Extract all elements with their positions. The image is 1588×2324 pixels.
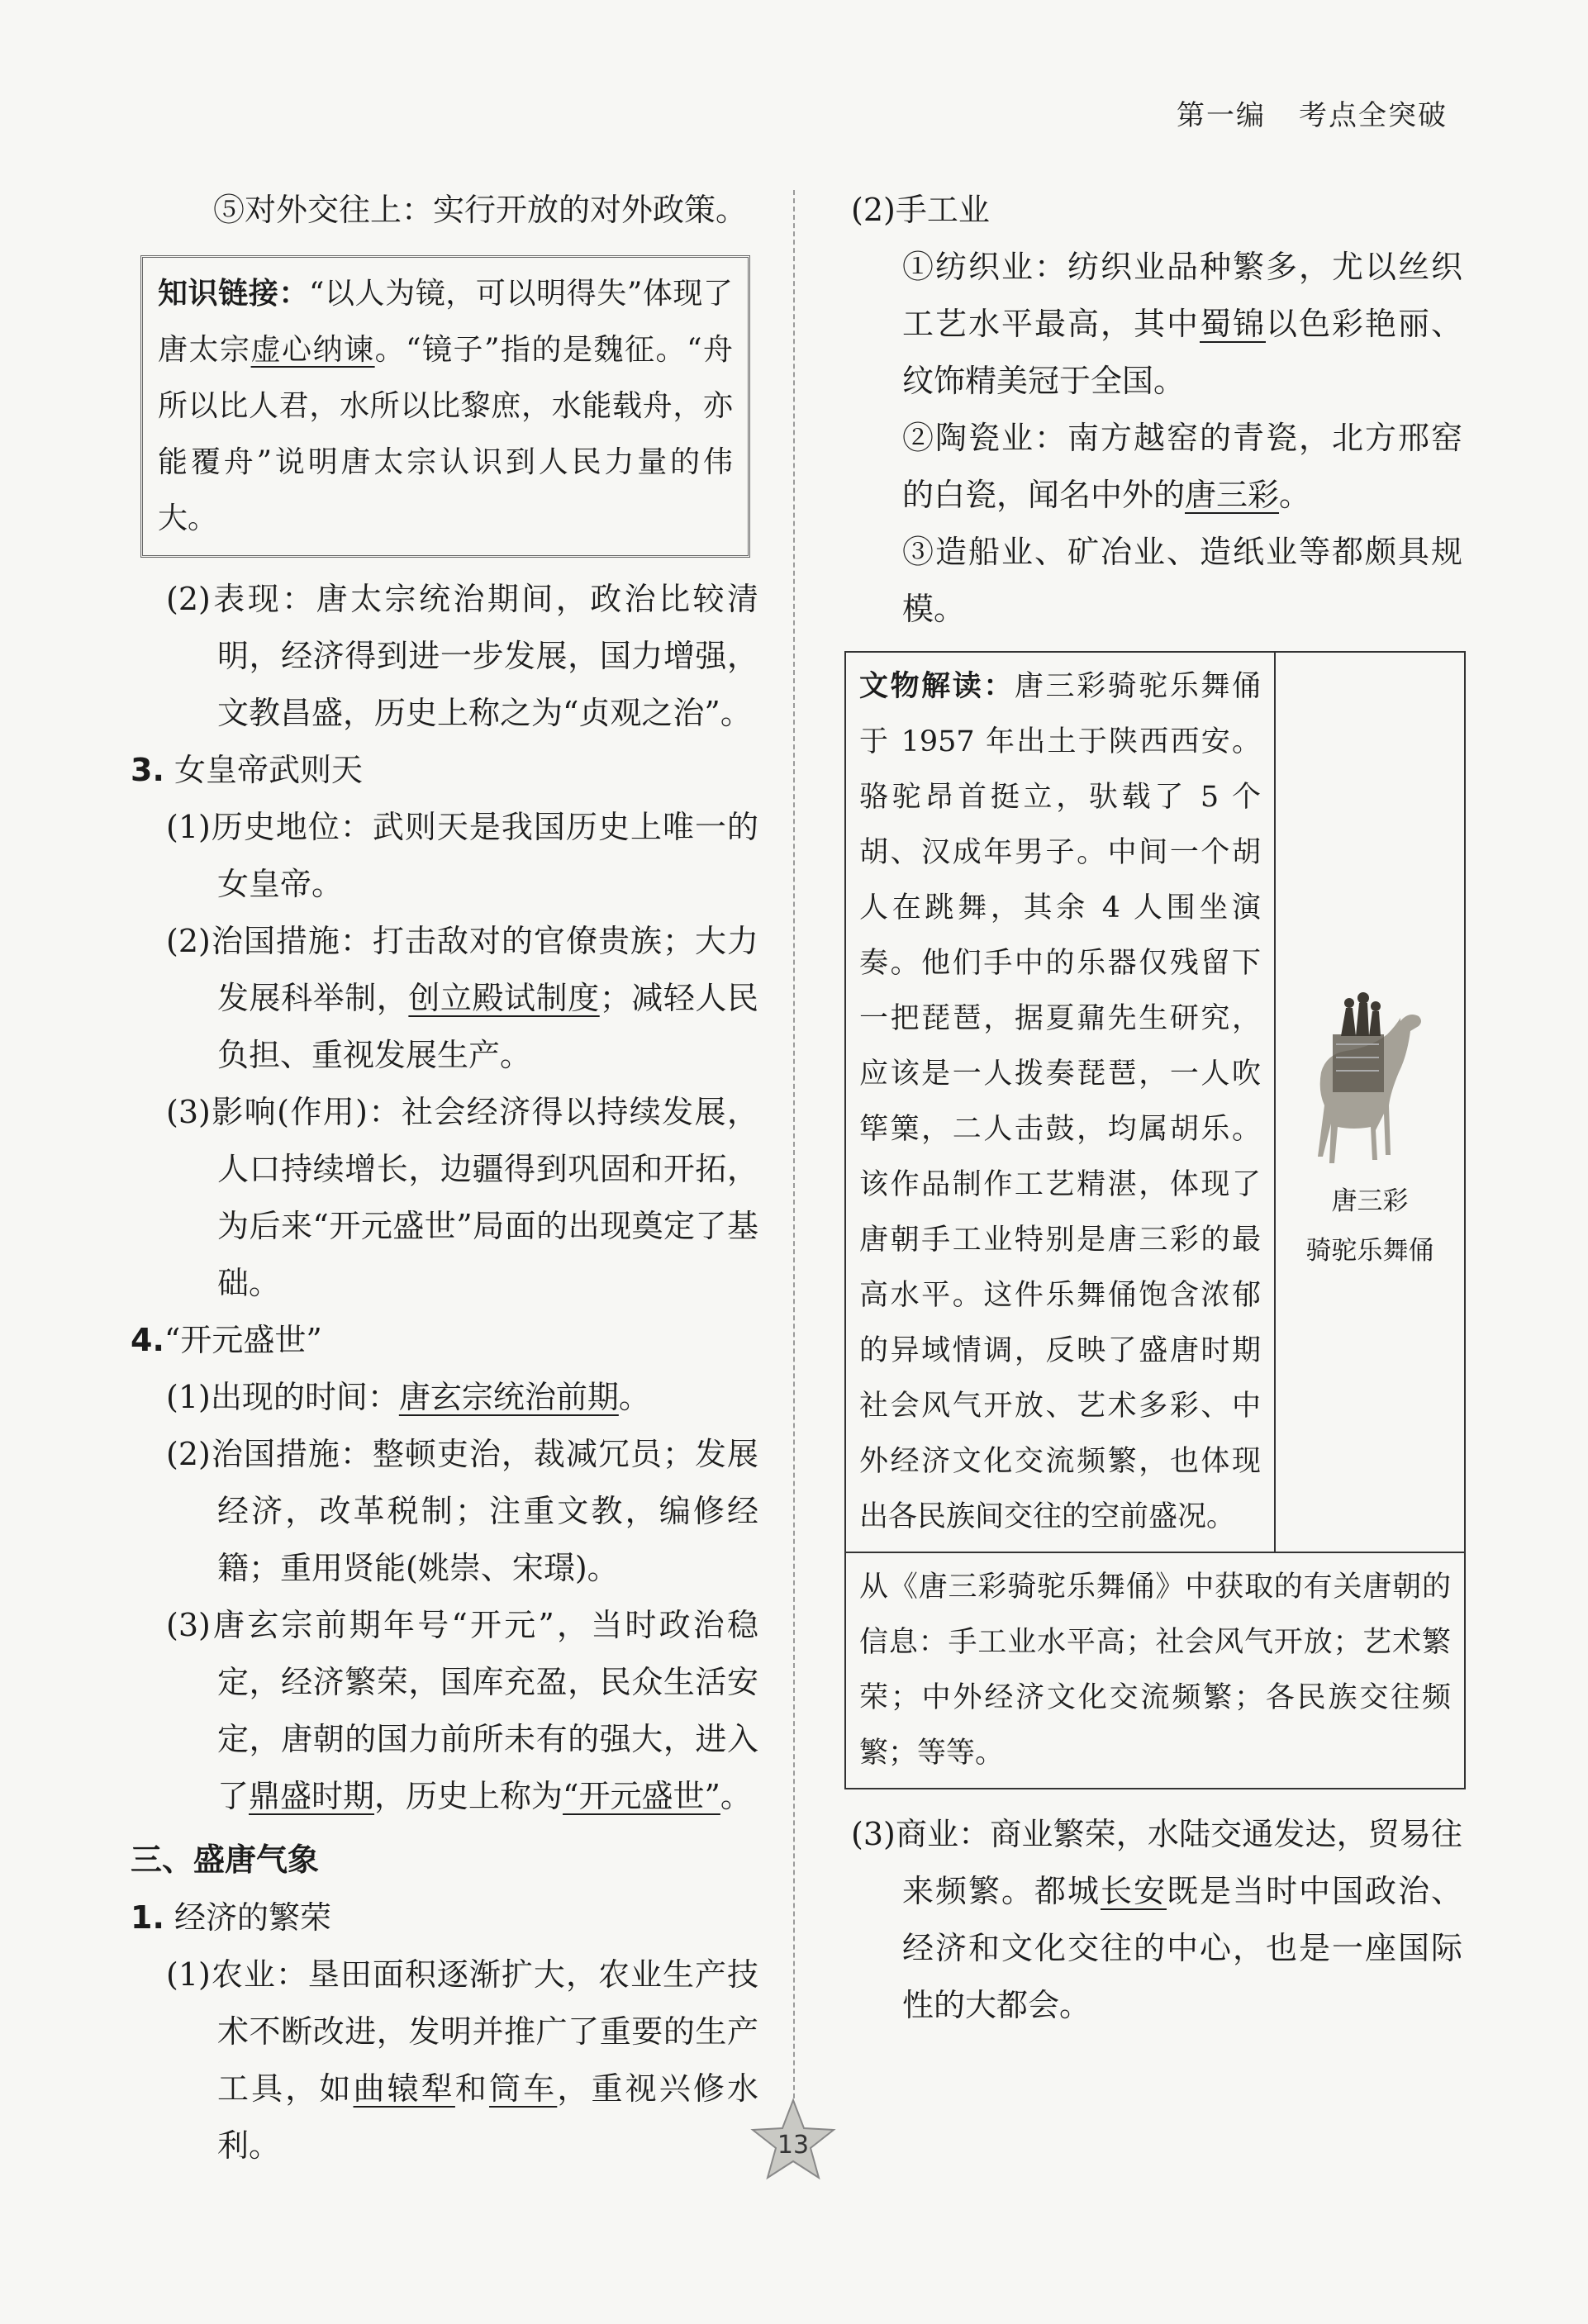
- zhenguan-expression: (2)表现：唐太宗统治期间，政治比较清明，经济得到进一步发展，国力增强，文教昌盛，历史上称之为“贞观之治”。: [166, 581, 758, 731]
- camel-figurine-image: [1308, 978, 1432, 1176]
- knowledge-link-label: 知识链接：: [158, 277, 309, 311]
- heading-wu-zetian: 3. 女皇帝武则天: [131, 752, 363, 788]
- wu-measures: (2)治国措施：打击敌对的官僚贵族；大力发展科举制，创立殿试制度；减轻人民负担、重视发展生产。: [166, 923, 758, 1073]
- knowledge-link-box: 知识链接：“以人为镜，可以明得失”体现了唐太宗虚心纳谏。“镜子”指的是魏征。“舟所以比人君，水所以比黎庶，水能载舟，亦能覆舟”说明唐太宗认识到人民力量的伟大。: [140, 255, 750, 558]
- relic-figure: [1276, 653, 1464, 1552]
- heading-kaiyuan: 4.“开元盛世”: [131, 1322, 322, 1358]
- header-part: 第一编: [1177, 99, 1266, 132]
- page-number-star: [748, 2097, 839, 2188]
- other-industries: ③造船业、矿冶业、造纸业等都颇具规模。: [902, 534, 1462, 627]
- textile-industry: ①纺织业：纺织业品种繁多，尤以丝织工艺水平最高，其中蜀锦以色彩艳丽、纹饰精美冠于全国。: [902, 249, 1462, 399]
- handicraft-title: (2)手工业: [851, 192, 990, 228]
- relic-caption-line1: 唐三彩: [1331, 1186, 1409, 1216]
- commerce: (3)商业：商业繁荣，水陆交通发达，贸易往来频繁。都城长安既是当时中国政治、经济和文化交往的中心，也是一座国际性的大都会。: [851, 1816, 1462, 2023]
- relic-description: 文物解读：唐三彩骑驼乐舞俑于 1957 年出土于陕西西安。骆驼昂首挺立，驮载了 5 个胡、汉成年男子。中间一个胡人在跳舞，其余 4 人围坐演奏。他们手中的乐器仅残留下一把琵琶，据夏鼐先生研究，应该是一人拨奏琵琶，一人吹筚篥，二人击鼓，均属胡乐。该作品制作工艺精湛，体现了唐朝手工业特别是唐三彩的最高水平。这件乐舞俑饱含浓郁的异域情调，反映了盛唐时期社会风气开放、艺术多彩、中外经济文化交流频繁，也体现出各民族间交往的空前盛况。: [846, 653, 1276, 1552]
- relic-caption-line2: 骑驼乐舞俑: [1305, 1236, 1434, 1266]
- relic-summary: 从《唐三彩骑驼乐舞俑》中获取的有关唐朝的信息：手工业水平高；社会风气开放；艺术繁荣；中外经济文化交流频繁；各民族交往频繁；等等。: [859, 1571, 1451, 1770]
- relic-interpretation-box: [844, 651, 1466, 1789]
- wu-influence: (3)影响(作用)：社会经济得以持续发展，人口持续增长，边疆得到巩固和开拓，为后来“开元盛世”局面的出现奠定了基础。: [166, 1094, 758, 1301]
- page-number: 13: [777, 2131, 810, 2160]
- kaiyuan-era: (3)唐玄宗前期年号“开元”，当时政治稳定，经济繁荣，国库充盈，民众生活安定，唐朝的国力前所未有的强大，进入了鼎盛时期，历史上称为“开元盛世”。: [166, 1607, 758, 1814]
- header-title: 考点全突破: [1299, 99, 1448, 132]
- right-column: [851, 182, 1462, 2034]
- relic-label: 文物解读：: [859, 670, 1015, 703]
- wu-status: (1)历史地位：武则天是我国历史上唯一的女皇帝。: [166, 809, 758, 902]
- kaiyuan-measures: (2)治国措施：整顿吏治，裁减冗员；发展经济，改革税制；注重文教，编修经籍；重用贤能(姚崇、宋璟)。: [166, 1436, 758, 1586]
- column-divider: [793, 190, 795, 2156]
- heading-economy: 1. 经济的繁荣: [131, 1899, 331, 1936]
- foreign-policy-line: ⑤对外交往上：实行开放的对外政策。: [213, 192, 748, 228]
- ceramics-industry: ②陶瓷业：南方越窑的青瓷，北方邢窑的白瓷，闻名中外的唐三彩。: [902, 420, 1462, 513]
- left-column: [131, 182, 758, 2174]
- page-header: [1143, 93, 1448, 133]
- section-heading-shengtang: 三、盛唐气象: [131, 1842, 320, 1878]
- agriculture: (1)农业：垦田面积逐渐扩大，农业生产技术不断改进，发明并推广了重要的生产工具，如曲辕犁和筒车，重视兴修水利。: [166, 1956, 758, 2164]
- kaiyuan-time: (1)出现的时间：唐玄宗统治前期。: [166, 1379, 650, 1415]
